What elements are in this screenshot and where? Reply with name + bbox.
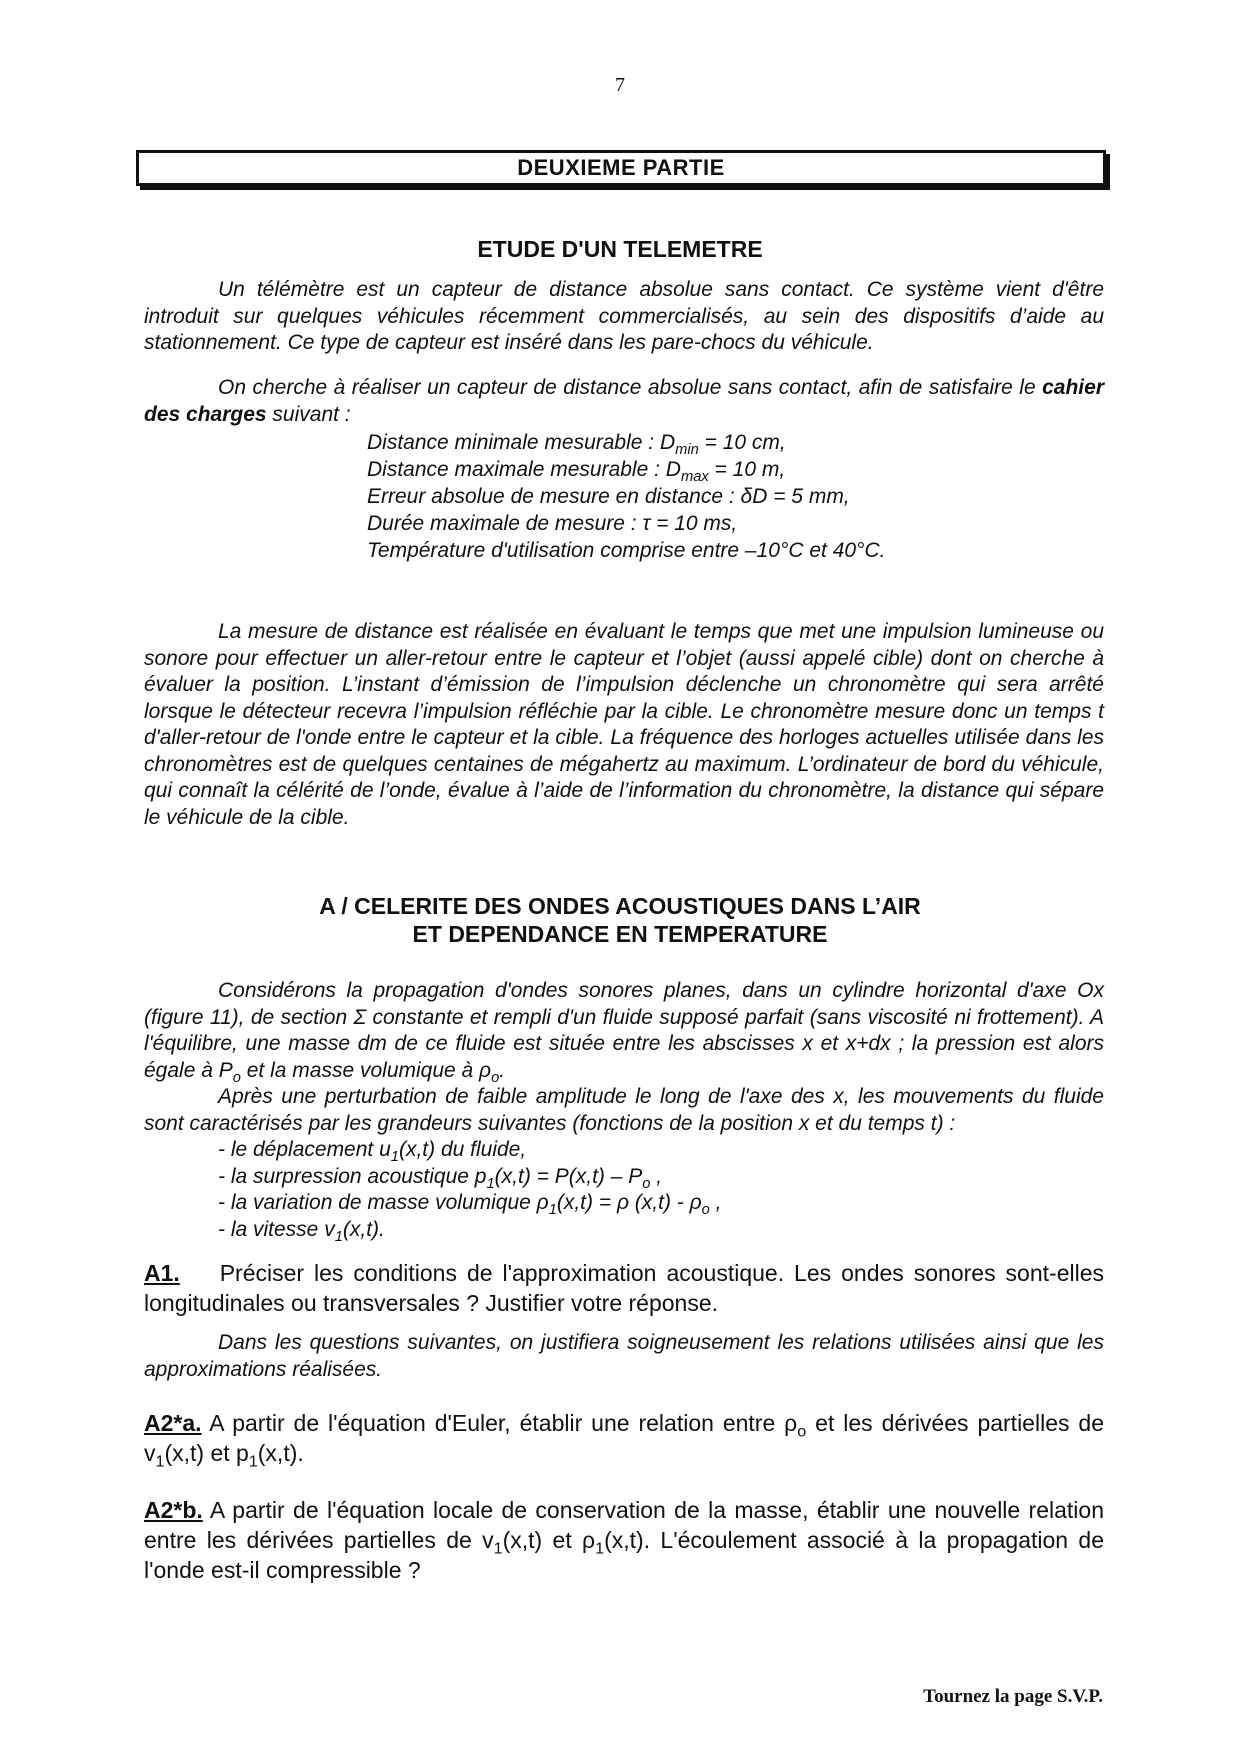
part-header-text: DEUXIEME PARTIE: [517, 155, 725, 180]
intro-text: Un télémètre est un capteur de distance absolue sans contact. Ce système vient d'être introduit sur quelques véhicules récemment commercialisés, au sein des dispositifs d’aide au stationnement. Ce type de capteur est inséré dans les pare-chocs du véhicule.: [144, 278, 1104, 354]
variable-velocity: - la vitesse $v_1(x,t)$.: [218, 1217, 385, 1245]
spec-dmax: Distance maximale mesurable : $D_{max} = 10$ m,: [367, 458, 786, 486]
spec-intro-before: On cherche à réaliser un capteur de distance absolue sans contact, afin de satisfaire le: [218, 376, 1036, 399]
section-a-line2: ET DEPENDANCE EN TEMPERATURE: [412, 921, 828, 947]
question-a1-number: A1.: [144, 1260, 180, 1286]
spec-intro-after: suivant :: [272, 402, 351, 426]
question-a2b: A2*b. A partir de l'équation locale de conservation de la masse, établir une nouvelle relation entre les dérivées partielles de $v_1(x,t)$ et $\rho_1(x,t)$. L'écoulement associé à la propagation de l'onde est-il compressible ?: [144, 1497, 1104, 1583]
spec-error: Erreur absolue de mesure en distance : δD = 5 mm,: [367, 485, 850, 508]
justification-note: Dans les questions suivantes, on justifiera soigneusement les relations utilisées ainsi que les approximations réalisées.: [144, 1331, 1104, 1381]
question-a2a: A2*a. A partir de l'équation d'Euler, établir une relation entre $\rho_o$ et les dérivées partielles de $v_1(x,t)$ et $p_1(x,t)$.: [144, 1410, 1104, 1471]
variable-list: [218, 1137, 1098, 1243]
question-a2a-number: A2*a.: [144, 1410, 202, 1436]
perturbation-paragraph: Après une perturbation de faible amplitude le long de l'axe des x, les mouvements du fluide sont caractérisés par les grandeurs suivantes (fonctions de la position x et du temps t) :: [144, 1085, 1104, 1135]
spec-temperature: Température d'utilisation comprise entre –10°C et 40°C.: [367, 539, 886, 562]
main-title: ETUDE D'UN TELEMETRE: [477, 236, 763, 262]
spec-list: [367, 429, 1107, 564]
intro-paragraph: [144, 277, 1104, 357]
page-number: 7: [615, 74, 625, 96]
spec-duration: Durée maximale de mesure : τ = 10 ms,: [367, 512, 738, 535]
question-a1: [144, 1258, 1104, 1318]
variable-overpressure: - la surpression acoustique $p_1(x,t) = P(x,t) - P_o$ ,: [218, 1164, 663, 1192]
part-header: [136, 150, 1106, 186]
spec-intro: [144, 375, 1104, 428]
spec-dmin: Distance minimale mesurable : $D_{min} = 10$ cm,: [367, 431, 786, 459]
question-a2b-number: A2*b.: [144, 1497, 203, 1523]
measure-text: La mesure de distance est réalisée en évaluant le temps que met une impulsion lumineuse ou sonore pour effectuer un aller-retour entre le capteur et l’objet (aussi appelé cible) dont on cherche à évaluer la position. L’instant d’émission de l’impulsion déclenche un chronomètre qui sera arrêté lorsque le détecteur recevra l’impulsion réfléchie par la cible. Le chronomètre mesure donc un temps t d'aller-retour de l'onde entre le capteur et la cible. La fréquence des horloges actuelles utilisée dans les chronomètres est de quelques centaines de mégahertz au maximum. L’ordinateur de bord du véhicule, qui connaît la célérité de l’onde, évalue à l’aide de l’information du chronomètre, la distance qui sépare le véhicule de la cible.: [144, 620, 1104, 829]
variable-displacement: - le déplacement $u_1(x,t)$ du fluide,: [218, 1138, 527, 1166]
section-a-line1: A / CELERITE DES ONDES ACOUSTIQUES DANS L’AIR: [319, 893, 921, 919]
measure-paragraph: [144, 619, 1104, 831]
question-a1-text: Préciser les conditions de l'approximation acoustique. Les ondes sonores sont-elles longitudinales ou transversales ? Justifier votre réponse.: [144, 1260, 1104, 1316]
variable-density: - la variation de masse volumique $\rho_1(x,t) = \rho$ $(x,t) - \rho_o$ ,: [218, 1191, 722, 1219]
page-footer: Tournez la page S.V.P.: [923, 1686, 1103, 1707]
spec-intro-bold: cahier des charges: [144, 376, 1104, 426]
section-a-title: [0, 892, 1240, 948]
considerons-paragraph: Considérons la propagation d'ondes sonores planes, dans un cylindre horizontal d'axe Ox (figure 11), de section Σ constante et rempli d'un fluide supposé parfait (sans viscosité ni frottement). A l'équilibre, une masse dm de ce fluide est située entre les abscisses x et x+dx ; la pression est alors égale à $P_o$ et la masse volumique à $\rho_o$.: [144, 979, 1104, 1086]
